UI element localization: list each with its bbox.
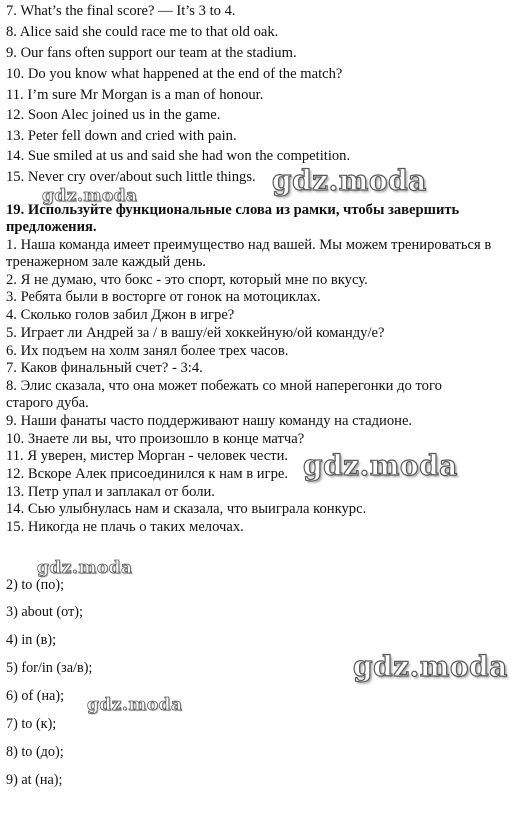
russian-line: 7. Каков финальный счет? - 3:4. bbox=[6, 360, 203, 376]
russian-line: 6. Их подъем на холм занял более трех часов. bbox=[6, 343, 289, 359]
russian-line: 2. Я не думаю, что бокс - это спорт, который мне по вкусу. bbox=[6, 272, 368, 288]
russian-line: 14. Сью улыбнулась нам и сказала, что выиграла конкурс. bbox=[6, 501, 367, 517]
russian-line: старого дуба. bbox=[6, 395, 89, 411]
exercise-heading-line-2: предложения. bbox=[6, 219, 97, 235]
russian-line: 8. Элис сказала, что она может побежать со мной наперегонки до того bbox=[6, 378, 442, 394]
russian-line: 9. Наши фанаты часто поддерживают нашу команду на стадионе. bbox=[6, 413, 413, 429]
russian-line: 4. Сколько голов забил Джон в игре? bbox=[6, 307, 235, 323]
watermark-logo: gdz.moda bbox=[87, 695, 183, 715]
english-line-14: 14. Sue smiled at us and said she had won the competition. bbox=[6, 148, 351, 164]
watermark-logo: gdz.moda bbox=[37, 558, 133, 578]
russian-line: 13. Петр упал и заплакал от боли. bbox=[6, 484, 215, 500]
watermark-logo: gdz.moda bbox=[42, 186, 138, 206]
english-line-8: 8. Alice said she could race me to that old oak. bbox=[6, 24, 279, 40]
answer-item: 2) to (по); bbox=[6, 577, 65, 593]
russian-line: тренажерном зале каждый день. bbox=[6, 254, 206, 270]
russian-line: 5. Играет ли Андрей за / в вашу/ей хоккейную/ой команду/е? bbox=[6, 325, 385, 341]
english-line-9: 9. Our fans often support our team at the stadium. bbox=[6, 45, 297, 61]
english-line-12: 12. Soon Alec joined us in the game. bbox=[6, 107, 221, 123]
answer-item: 3) about (от); bbox=[6, 604, 83, 620]
english-line-7: 7. What’s the final score? — It’s 3 to 4. bbox=[6, 3, 236, 19]
watermark-logo: gdz.moda bbox=[272, 164, 427, 197]
answer-item: 4) in (в); bbox=[6, 632, 57, 648]
answer-item: 7) to (к); bbox=[6, 716, 57, 732]
russian-line: 3. Ребята были в восторге от гонок на мотоциклах. bbox=[6, 289, 321, 305]
answer-item: 8) to (до); bbox=[6, 744, 64, 760]
russian-line: 15. Никогда не плачь о таких мелочах. bbox=[6, 519, 244, 535]
answer-item: 6) of (на); bbox=[6, 688, 65, 704]
answer-item: 5) for/in (за/в); bbox=[6, 660, 93, 676]
russian-line: 10. Знаете ли вы, что произошло в конце матча? bbox=[6, 431, 305, 447]
watermark-logo: gdz.moda bbox=[303, 449, 458, 482]
russian-line: 1. Наша команда имеет преимущество над вашей. Мы можем тренироваться в bbox=[6, 237, 492, 253]
watermark-logo: gdz.moda bbox=[353, 650, 508, 683]
russian-line: 11. Я уверен, мистер Морган - человек чести. bbox=[6, 448, 289, 464]
english-line-11: 11. I’m sure Mr Morgan is a man of honour. bbox=[6, 87, 264, 103]
exercise-heading-line-1: 19. Используйте функциональные слова из рамки, чтобы завершить bbox=[6, 202, 460, 218]
english-line-13: 13. Peter fell down and cried with pain. bbox=[6, 128, 237, 144]
english-line-15: 15. Never cry over/about such little things. bbox=[6, 169, 256, 185]
answer-item: 9) at (на); bbox=[6, 772, 63, 788]
english-line-10: 10. Do you know what happened at the end of the match? bbox=[6, 66, 343, 82]
russian-line: 12. Вскоре Алек присоединился к нам в игре. bbox=[6, 466, 289, 482]
